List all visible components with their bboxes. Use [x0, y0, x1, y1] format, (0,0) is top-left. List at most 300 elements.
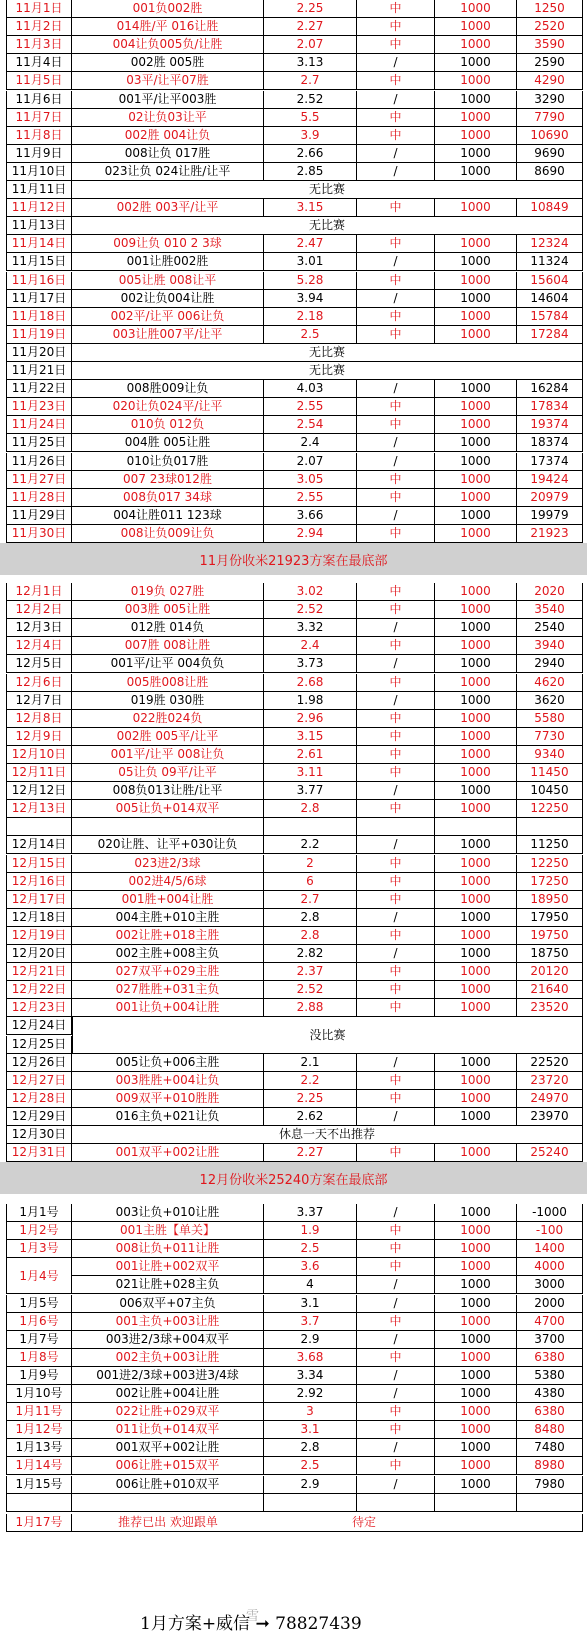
date-cell: 12月9日	[6, 728, 72, 746]
pick-cell: 023让负 024让胜/让平	[72, 163, 264, 181]
table-row	[0, 891, 587, 909]
odds-cell: 3.1	[264, 1295, 357, 1313]
odds-cell: 2.5	[264, 1240, 357, 1258]
date-cell: 1月11号	[6, 1403, 72, 1421]
odds-cell: 2.18	[264, 308, 357, 326]
bal-cell: 5580	[517, 710, 583, 728]
pick-cell: 001让负+004让胜	[72, 999, 264, 1017]
merged-note-cell: 无比赛	[72, 344, 583, 362]
table-row	[0, 1108, 587, 1126]
date-cell: 1月13号	[6, 1439, 72, 1457]
date-cell: 11月18日	[6, 308, 72, 326]
bal-cell: 22520	[517, 1054, 583, 1072]
footer-label: 1月方案+威信	[140, 1614, 251, 1634]
date-cell: 1月9号	[6, 1367, 72, 1385]
pick-cell: 007 23球012胜	[72, 471, 264, 489]
table-row	[0, 163, 587, 181]
res-cell: /	[357, 1385, 435, 1403]
table-row	[0, 109, 587, 127]
table-row	[0, 253, 587, 271]
res-cell: /	[357, 1439, 435, 1457]
pick-cell: 003让胜007平/让平	[72, 326, 264, 344]
stake-cell: 1000	[435, 800, 517, 818]
table-row	[0, 619, 587, 637]
bal-cell: 3590	[517, 36, 583, 54]
table-row	[0, 963, 587, 981]
bal-cell: 7980	[517, 1476, 583, 1494]
pick-cell: 010负 012负	[72, 416, 264, 434]
bal-cell: 11324	[517, 253, 583, 271]
date-cell: 12月6日	[6, 674, 72, 692]
footer-banner	[0, 1604, 587, 1637]
odds-cell: 2.8	[264, 800, 357, 818]
res-cell: 中	[357, 308, 435, 326]
pick-cell: 002让负004让胜	[72, 290, 264, 308]
res-cell: 中	[357, 746, 435, 764]
table-row	[0, 1403, 587, 1421]
bal-cell: 4380	[517, 1385, 583, 1403]
date-cell: 12月22日	[6, 981, 72, 999]
date-cell: 12月24日	[6, 1017, 72, 1035]
date-cell: 12月5日	[6, 655, 72, 673]
date-cell: 12月23日	[6, 999, 72, 1017]
bal-cell: 9340	[517, 746, 583, 764]
res-cell: 中	[357, 601, 435, 619]
odds-cell: 3	[264, 1403, 357, 1421]
date-cell: 12月13日	[6, 800, 72, 818]
res-cell: 中	[357, 1349, 435, 1367]
table-row	[0, 272, 587, 290]
bal-cell: 19424	[517, 471, 583, 489]
stake-cell: 1000	[435, 1258, 517, 1276]
res-cell: 中	[357, 235, 435, 253]
stake-cell: 1000	[435, 963, 517, 981]
odds-cell: 3.02	[264, 583, 357, 601]
date-cell: 11月15日	[6, 253, 72, 271]
table-row	[0, 1240, 587, 1258]
res-cell: 中	[357, 800, 435, 818]
date-cell: 1月15号	[6, 1476, 72, 1494]
odds-cell: 2.82	[264, 945, 357, 963]
odds-cell: 1.98	[264, 692, 357, 710]
december-summary: 12月份收米25240方案在最底部	[0, 1168, 587, 1194]
bal-cell: 18750	[517, 945, 583, 963]
table-row	[0, 1054, 587, 1072]
pick-cell: 016主负+021让负	[72, 1108, 264, 1126]
table-row	[0, 1222, 587, 1240]
stake-cell: 1000	[435, 398, 517, 416]
odds-cell: 3.11	[264, 764, 357, 782]
res-cell: /	[357, 380, 435, 398]
table-row	[0, 1258, 587, 1276]
stake-cell: 1000	[435, 253, 517, 271]
table-row	[0, 290, 587, 308]
stake-cell: 1000	[435, 91, 517, 109]
stake-cell: 1000	[435, 1240, 517, 1258]
date-cell: 12月1日	[6, 583, 72, 601]
stake-cell: 1000	[435, 637, 517, 655]
pick-cell: 03平/让平07胜	[72, 72, 264, 90]
bal-cell: 3290	[517, 91, 583, 109]
res-cell: /	[357, 655, 435, 673]
res-cell: 中	[357, 127, 435, 145]
date-cell: 11月21日	[6, 362, 72, 380]
stake-cell: 1000	[435, 945, 517, 963]
stake-cell: 1000	[435, 109, 517, 127]
stake-cell: 1000	[435, 1439, 517, 1457]
table-row	[0, 217, 587, 235]
odds-cell: 2.61	[264, 746, 357, 764]
res-cell: 中	[357, 1222, 435, 1240]
date-cell: 12月28日	[6, 1090, 72, 1108]
date-cell	[6, 818, 72, 836]
date-cell: 12月27日	[6, 1072, 72, 1090]
date-cell: 12月19日	[6, 927, 72, 945]
table-row	[0, 710, 587, 728]
pick-cell: 001双平+002让胜	[72, 1439, 264, 1457]
res-cell	[357, 1494, 435, 1512]
november-summary: 11月份收米21923方案在最底部	[0, 549, 587, 575]
res-cell: /	[357, 91, 435, 109]
odds-cell: 3.68	[264, 1349, 357, 1367]
bal-cell: 5380	[517, 1367, 583, 1385]
table-row	[0, 525, 587, 543]
stake-cell: 1000	[435, 1204, 517, 1222]
stake-cell: 1000	[435, 1072, 517, 1090]
res-cell: /	[357, 54, 435, 72]
stake-cell: 1000	[435, 326, 517, 344]
pick-cell: 002平/让平 006让负	[72, 308, 264, 326]
stake-cell: 1000	[435, 1457, 517, 1475]
res-cell: /	[357, 619, 435, 637]
odds-cell: 2.96	[264, 710, 357, 728]
stake-cell: 1000	[435, 619, 517, 637]
bal-cell: 3700	[517, 1331, 583, 1349]
res-cell: 中	[357, 764, 435, 782]
bal-cell: 12324	[517, 235, 583, 253]
odds-cell: 2.54	[264, 416, 357, 434]
table-row	[0, 0, 587, 18]
pick-cell: 02让负03让平	[72, 109, 264, 127]
res-cell: 中	[357, 1072, 435, 1090]
stake-cell: 1000	[435, 290, 517, 308]
pick-cell: 001主胜【单关】	[72, 1222, 264, 1240]
date-cell: 11月6日	[6, 91, 72, 109]
table-row	[0, 637, 587, 655]
res-cell: 中	[357, 873, 435, 891]
bal-cell: 11450	[517, 764, 583, 782]
odds-cell: 2.55	[264, 489, 357, 507]
date-cell: 12月10日	[6, 746, 72, 764]
pick-cell: 004让负005负/让胜	[72, 36, 264, 54]
pick-cell: 022胜024负	[72, 710, 264, 728]
odds-cell: 2.5	[264, 1457, 357, 1475]
odds-cell: 2.52	[264, 981, 357, 999]
date-cell: 11月4日	[6, 54, 72, 72]
stake-cell: 1000	[435, 764, 517, 782]
table-row	[0, 674, 587, 692]
bal-cell: 9690	[517, 145, 583, 163]
table-row	[0, 1144, 587, 1162]
res-cell: 中	[357, 18, 435, 36]
odds-cell: 2.25	[264, 1090, 357, 1108]
bal-cell: -100	[517, 1222, 583, 1240]
date-cell: 12月8日	[6, 710, 72, 728]
table-row	[0, 181, 587, 199]
stake-cell: 1000	[435, 710, 517, 728]
pick-cell: 002胜 004让负	[72, 127, 264, 145]
odds-cell: 4	[264, 1276, 357, 1294]
stake-cell: 1000	[435, 1090, 517, 1108]
odds-cell: 3.15	[264, 199, 357, 217]
bal-cell: 19979	[517, 507, 583, 525]
odds-cell: 2.4	[264, 434, 357, 452]
stake-cell: 1000	[435, 836, 517, 854]
table-row	[0, 728, 587, 746]
bal-cell: 17950	[517, 909, 583, 927]
date-cell: 11月7日	[6, 109, 72, 127]
stake-cell: 1000	[435, 1349, 517, 1367]
odds-cell: 2.8	[264, 927, 357, 945]
bal-cell: 2590	[517, 54, 583, 72]
date-cell: 11月1日	[6, 0, 72, 18]
odds-cell: 2.52	[264, 91, 357, 109]
table-row	[0, 1204, 587, 1222]
odds-cell: 2	[264, 855, 357, 873]
stake-cell: 1000	[435, 507, 517, 525]
stake-cell: 1000	[435, 1054, 517, 1072]
bal-cell: 10690	[517, 127, 583, 145]
stake-cell: 1000	[435, 1367, 517, 1385]
date-cell: 1月5号	[6, 1295, 72, 1313]
odds-cell: 3.01	[264, 253, 357, 271]
res-cell: /	[357, 163, 435, 181]
stake-cell: 1000	[435, 308, 517, 326]
arrow-icon: ➞	[255, 1614, 270, 1634]
res-cell	[357, 818, 435, 836]
res-cell: 中	[357, 1240, 435, 1258]
pick-cell: 023进2/3球	[72, 855, 264, 873]
bal-cell: 1400	[517, 1240, 583, 1258]
pick-cell: 011让负+014双平	[72, 1421, 264, 1439]
stake-cell: 1000	[435, 416, 517, 434]
table-row	[0, 416, 587, 434]
date-cell: 11月11日	[6, 181, 72, 199]
stake-cell: 1000	[435, 927, 517, 945]
bal-cell: 17374	[517, 453, 583, 471]
date-cell: 11月22日	[6, 380, 72, 398]
pick-cell: 020让胜、让平+030让负	[72, 836, 264, 854]
date-cell: 12月3日	[6, 619, 72, 637]
stake-cell: 1000	[435, 489, 517, 507]
odds-cell: 5.28	[264, 272, 357, 290]
stake-cell: 1000	[435, 855, 517, 873]
date-cell: 1月4号	[6, 1258, 72, 1294]
res-cell: /	[357, 1276, 435, 1294]
res-cell: 中	[357, 471, 435, 489]
bal-cell: 17284	[517, 326, 583, 344]
merged-note-cell: 无比赛	[72, 181, 583, 199]
pick-cell: 001平/让平 004负负	[72, 655, 264, 673]
table-row	[0, 471, 587, 489]
date-cell: 11月28日	[6, 489, 72, 507]
bal-cell: 6380	[517, 1349, 583, 1367]
table-row	[0, 91, 587, 109]
stake-cell: 1000	[435, 601, 517, 619]
pick-cell: 008让负+011让胜	[72, 1240, 264, 1258]
stake-cell: 1000	[435, 891, 517, 909]
res-cell: /	[357, 290, 435, 308]
date-cell: 1月10号	[6, 1385, 72, 1403]
pick-cell: 001主负+003让胜	[72, 1313, 264, 1331]
bal-cell: 12250	[517, 855, 583, 873]
table-row	[0, 1349, 587, 1367]
pick-cell: 003胜胜+004让负	[72, 1072, 264, 1090]
stake-cell: 1000	[435, 54, 517, 72]
odds-cell: 2.8	[264, 909, 357, 927]
pick-cell: 001平/让平 008让负	[72, 746, 264, 764]
table-row	[0, 981, 587, 999]
odds-cell: 3.05	[264, 471, 357, 489]
res-cell: 中	[357, 710, 435, 728]
pick-cell: 005胜008让胜	[72, 674, 264, 692]
stake-cell: 1000	[435, 199, 517, 217]
stake-cell: 1000	[435, 999, 517, 1017]
bal-cell: -1000	[517, 1204, 583, 1222]
pick-cell: 020让负024平/让平	[72, 398, 264, 416]
date-cell: 1月14号	[6, 1457, 72, 1475]
odds-cell: 2.07	[264, 36, 357, 54]
pick-cell: 019负 027胜	[72, 583, 264, 601]
odds-cell: 1.9	[264, 1222, 357, 1240]
pick-cell: 027胜胜+031主负	[72, 981, 264, 999]
bal-cell: 12250	[517, 800, 583, 818]
date-cell: 11月2日	[6, 18, 72, 36]
odds-cell: 3.37	[264, 1204, 357, 1222]
odds-cell	[264, 818, 357, 836]
stake-cell: 1000	[435, 746, 517, 764]
res-cell: 中	[357, 1144, 435, 1162]
note-cell: 推荐已出 欢迎跟单	[72, 1514, 264, 1532]
stake-cell: 1000	[435, 0, 517, 18]
table-row	[0, 308, 587, 326]
odds-cell: 3.66	[264, 507, 357, 525]
odds-cell: 2.25	[264, 0, 357, 18]
stake-cell: 1000	[435, 525, 517, 543]
date-cell: 11月10日	[6, 163, 72, 181]
res-cell: 中	[357, 583, 435, 601]
res-cell: /	[357, 253, 435, 271]
date-cell: 11月14日	[6, 235, 72, 253]
bal-cell	[517, 818, 583, 836]
merged-note-cell: 无比赛	[72, 217, 583, 235]
bal-cell: 1250	[517, 0, 583, 18]
table-row	[0, 655, 587, 673]
res-cell: 中	[357, 398, 435, 416]
date-cell: 12月29日	[6, 1108, 72, 1126]
table-row	[0, 782, 587, 800]
bal-cell: 11250	[517, 836, 583, 854]
table-row	[0, 764, 587, 782]
table-row	[0, 453, 587, 471]
bal-cell: 2000	[517, 1295, 583, 1313]
odds-cell: 3.94	[264, 290, 357, 308]
odds-cell: 2.4	[264, 637, 357, 655]
date-cell: 1月1号	[6, 1204, 72, 1222]
stake-cell: 1000	[435, 1108, 517, 1126]
pick-cell: 006双平+07主负	[72, 1295, 264, 1313]
pick-cell: 009让负 010 2 3球	[72, 235, 264, 253]
pick-cell: 003让负+010让胜	[72, 1204, 264, 1222]
odds-cell: 2.62	[264, 1108, 357, 1126]
odds-cell: 2.47	[264, 235, 357, 253]
pick-cell: 005让胜 008让平	[72, 272, 264, 290]
table-row	[0, 999, 587, 1017]
stake-cell: 1000	[435, 692, 517, 710]
table-row	[0, 1514, 587, 1532]
table-row	[0, 583, 587, 601]
odds-cell: 3.34	[264, 1367, 357, 1385]
bal-cell: 3540	[517, 601, 583, 619]
table-row	[0, 1090, 587, 1108]
res-cell: 中	[357, 728, 435, 746]
res-cell: /	[357, 909, 435, 927]
res-cell: 中	[357, 1258, 435, 1276]
res-cell: 中	[357, 109, 435, 127]
res-cell: 中	[357, 1403, 435, 1421]
odds-cell	[264, 1494, 357, 1512]
date-cell: 11月8日	[6, 127, 72, 145]
res-cell: 中	[357, 855, 435, 873]
pick-cell: 012胜 014负	[72, 619, 264, 637]
stake-cell	[435, 1494, 517, 1512]
date-cell: 11月25日	[6, 434, 72, 452]
date-cell: 11月24日	[6, 416, 72, 434]
odds-cell: 2.9	[264, 1331, 357, 1349]
res-cell: 中	[357, 963, 435, 981]
odds-cell: 2.52	[264, 601, 357, 619]
date-cell: 12月21日	[6, 963, 72, 981]
date-cell: 12月31日	[6, 1144, 72, 1162]
bal-cell: 15784	[517, 308, 583, 326]
bal-cell: 7730	[517, 728, 583, 746]
bal-cell: 4290	[517, 72, 583, 90]
pick-cell: 006让胜+010双平	[72, 1476, 264, 1494]
date-cell: 12月25日	[6, 1036, 72, 1054]
stake-cell: 1000	[435, 1144, 517, 1162]
table-row	[0, 1331, 587, 1349]
bal-cell: 8690	[517, 163, 583, 181]
stake-cell: 1000	[435, 1421, 517, 1439]
bal-cell	[517, 1494, 583, 1512]
res-cell: /	[357, 1204, 435, 1222]
date-cell: 11月5日	[6, 72, 72, 90]
merged-note-cell: 休息一天不出推荐	[72, 1126, 583, 1144]
bal-cell: 7790	[517, 109, 583, 127]
date-cell: 12月30日	[6, 1126, 72, 1144]
pick-cell: 001负002胜	[72, 0, 264, 18]
odds-cell: 3.6	[264, 1258, 357, 1276]
bal-cell: 3620	[517, 692, 583, 710]
odds-cell: 2.94	[264, 525, 357, 543]
bal-cell: 7480	[517, 1439, 583, 1457]
stake-cell: 1000	[435, 674, 517, 692]
pick-cell: 001双平+002让胜	[72, 1144, 264, 1162]
bal-cell: 2540	[517, 619, 583, 637]
odds-cell: 3.32	[264, 619, 357, 637]
stake-cell: 1000	[435, 782, 517, 800]
odds-cell: 2.9	[264, 1476, 357, 1494]
